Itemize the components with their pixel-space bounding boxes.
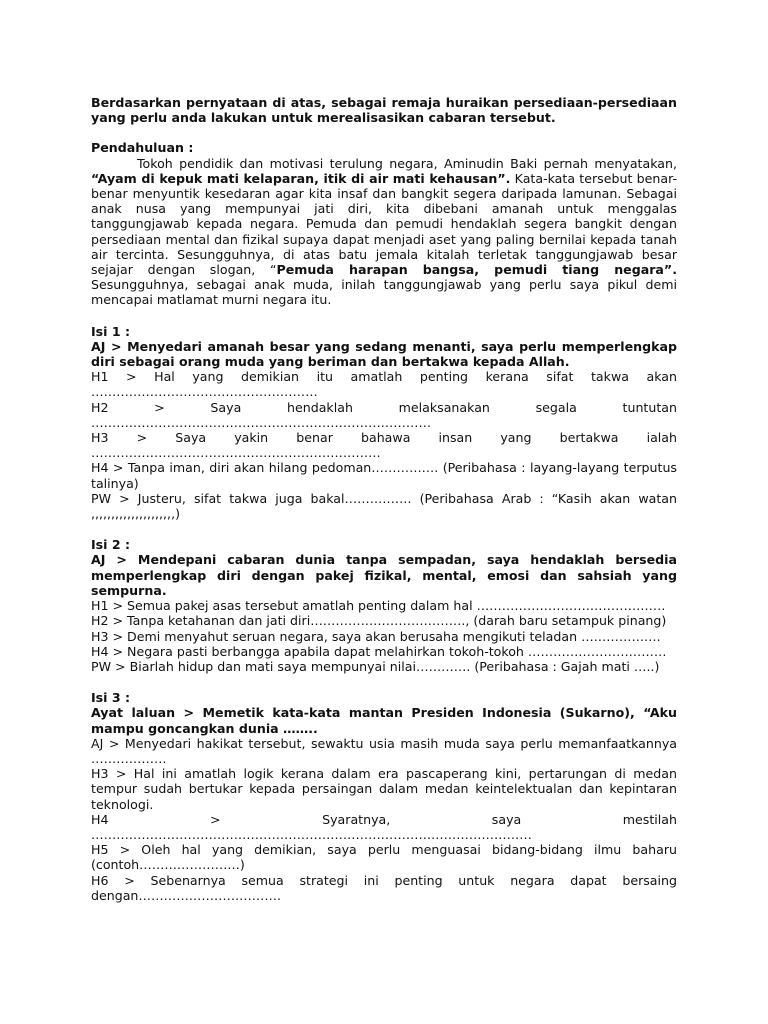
isi3-h6: H6 > Sebenarnya semua strategi ini penting untuk negara dapat bersaing dengan…………………………….	[91, 872, 677, 903]
document-body	[91, 95, 677, 903]
intro-text-2: Kata-kata tersebut benar-benar menyuntik kesedaran agar kita insaf dan bangkit segera daripada lamunan. Sebagai anak nusa yang mempunyai jati diri, kita dibebani amanah untuk menggalas tanggungjawab kepada negara. Pemuda dan pemudi hendaklah segera bangkit dengan persediaan mental dan fizikal supaya dapat menjadi aset yang paling bernilai kepada tanah air tercinta. Sesungguhnya, di atas batu jemala kitalah terletak tanggungjawab besar sejajar dengan slogan, “	[91, 170, 677, 278]
isi1-h2: H2 > Saya hendaklah melaksanakan segala tuntutan	[91, 399, 677, 415]
intro-paragraph	[91, 156, 677, 308]
isi2-h4: H4 > Negara pasti berbangga apabila dapat melahirkan tokoh-tokoh ……………………………	[91, 643, 667, 659]
isi2-h1: H1 > Semua pakej asas tersebut amatlah penting dalam hal ………………………………………	[91, 598, 666, 614]
isi3-h4: H4 > Syaratnya, saya mestilah	[91, 811, 677, 827]
isi2-title: Isi 2 :	[91, 537, 131, 553]
intro-quote-1: “Ayam di kepuk mati kelaparan, itik di air mati kehausan”.	[91, 170, 511, 186]
isi3-h4-dots: ……………………………………………………………………………………………	[91, 826, 532, 842]
isi3-title: Isi 3 :	[91, 690, 131, 706]
isi2-h3: H3 > Demi menyahut seruan negara, saya akan berusaha mengikuti teladan ……………….	[91, 628, 661, 644]
isi1-aj: AJ > Menyedari amanah besar yang sedang menanti, saya perlu memperlengkap diri sebagai orang muda yang beriman dan bertakwa kepada Allah.	[91, 338, 677, 370]
isi1-title: Isi 1 :	[91, 323, 131, 339]
question-heading: Berdasarkan pernyataan di atas, sebagai remaja huraikan persediaan-persediaan yang perlu anda lakukan untuk merealisasikan cabaran tersebut.	[91, 95, 677, 126]
isi2-aj: AJ > Mendepani cabaran dunia tanpa sempadan, saya hendaklah bersedia memperlengkap diri dengan pakej fizikal, mental, emosi dan sahsiah yang sempurna.	[91, 552, 677, 598]
isi3-h3: H3 > Hal ini amatlah logik kerana dalam era pascaperang kini, pertarungan di medan tempur sudah bertukar kepada persaingan dalam medan keintelektualan dan kepintaran teknologi.	[91, 766, 677, 812]
isi2-pw: PW > Biarlah hidup dan mati saya mempunyai nilai…………. (Peribahasa : Gajah mati …..)	[91, 658, 660, 674]
isi1-pw: PW > Justeru, sifat takwa juga bakal……………. (Peribahasa Arab : “Kasih akan watan ,,,,,,,,,,,,,,,,,,,,,)	[91, 490, 677, 522]
intro-title: Pendahuluan :	[91, 140, 194, 156]
isi1-h1-dots: ………………………………………………	[91, 384, 318, 400]
isi1-h2-dots: ………………………………………………………………………	[91, 414, 432, 430]
isi2-h2: H2 > Tanpa ketahanan dan jati diri………………………………., (darah baru setampuk pinang)	[91, 613, 667, 629]
isi3-h5: H5 > Oleh hal yang demikian, saya perlu menguasai bidang-bidang ilmu baharu (contoh……………………)	[91, 842, 677, 873]
isi1-h3-dots: ……………………………………………………………	[91, 445, 381, 461]
intro-text-1: Tokoh pendidik dan motivasi terulung negara, Aminudin Baki pernah menyatakan,	[137, 155, 677, 171]
isi3-ayat-laluan: Ayat laluan > Memetik kata-kata mantan Presiden Indonesia (Sukarno), “Aku mampu goncangkan dunia ……..	[91, 705, 677, 736]
isi3-aj: AJ > Menyedari hakikat tersebut, sewaktu usia masih muda saya perlu memanfaatkannya ………………	[91, 735, 677, 766]
intro-quote-2: Pemuda harapan bangsa, pemudi tiang negara”.	[276, 262, 677, 278]
isi1-h1: H1 > Hal yang demikian itu amatlah penting kerana sifat takwa akan	[91, 369, 677, 385]
intro-text-3: Sesungguhnya, sebagai anak muda, inilah tanggungjawab yang perlu saya pikul demi mencapai matlamat murni negara itu.	[91, 277, 677, 308]
isi1-h3: H3 > Saya yakin benar bahawa insan yang bertakwa ialah	[91, 430, 677, 446]
isi1-h4: H4 > Tanpa iman, diri akan hilang pedoman……………. (Peribahasa : layang-layang terputus talinya)	[91, 460, 677, 491]
